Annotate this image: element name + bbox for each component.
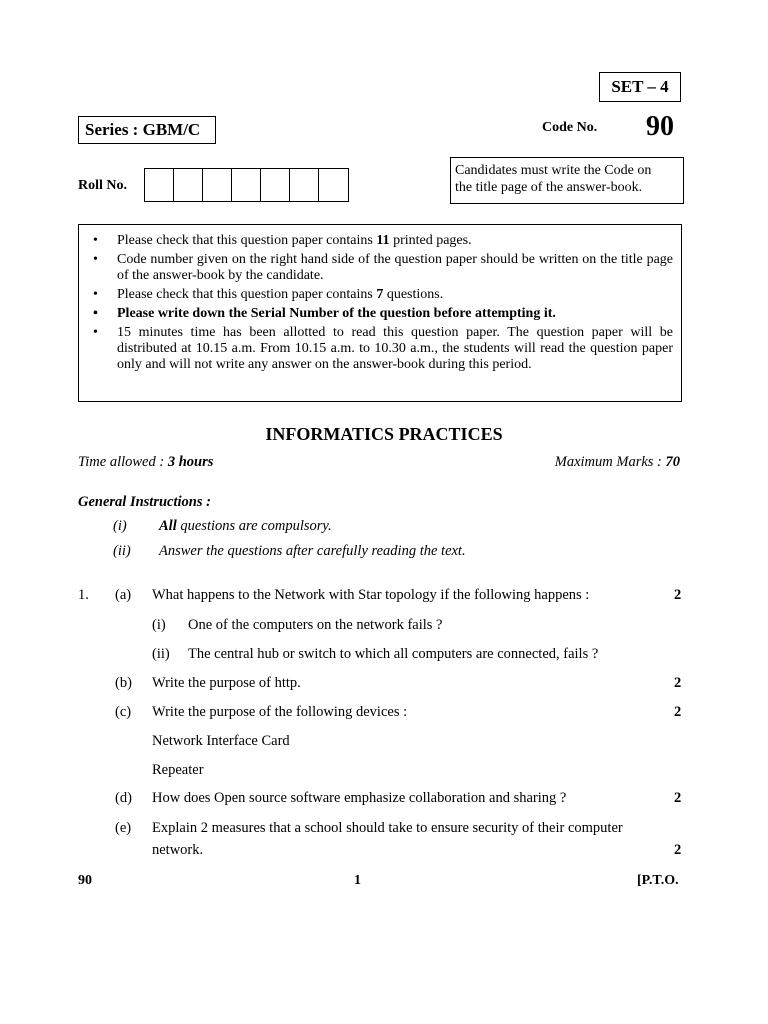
instruction-item [89, 287, 673, 303]
instruction-text: questions. [383, 287, 444, 302]
marks-value: 2 [674, 675, 682, 691]
subquestion-text: How does Open source software emphasize collaboration and sharing ? [152, 790, 567, 806]
marks-value: 2 [674, 587, 682, 603]
roll-number-grid [144, 168, 349, 202]
device-item: Network Interface Card [152, 733, 290, 749]
instruction-bold: 7 [376, 287, 384, 302]
subquestion-text: Write the purpose of http. [152, 675, 301, 691]
subquestion-text: network. [152, 842, 204, 858]
time-allowed [78, 454, 213, 471]
candidate-code-note [450, 157, 684, 204]
subquestion-label: (b) [115, 675, 132, 691]
footer-page-number: 1 [354, 873, 361, 888]
instruction-item: • Code number given on the right hand side of the question paper should be written on the title page of the answer-book by the candidate. [89, 252, 673, 284]
footer-code: 90 [78, 873, 92, 888]
roll-number-cell [232, 169, 261, 201]
roll-number-cell [290, 169, 319, 201]
paper-title: INFORMATICS PRACTICES [265, 424, 503, 444]
instruction-text: Please check that this question paper contains [117, 287, 377, 302]
instruction-text: printed pages. [389, 233, 472, 248]
marks-value: 2 [674, 704, 682, 720]
subquestion-label: (c) [115, 704, 132, 720]
code-value: 90 [646, 111, 674, 142]
roll-number-label: Roll No. [78, 178, 127, 193]
instructions-box [78, 224, 682, 402]
question-number: 1. [78, 587, 89, 603]
general-instruction-number: (i) [113, 518, 127, 534]
instruction-text: Please check that this question paper contains [117, 233, 377, 248]
general-instruction-text: Answer the questions after carefully reading the text. [159, 543, 466, 559]
general-instruction-text [159, 518, 332, 535]
instruction-bold: 11 [376, 233, 390, 248]
instruction-item [89, 233, 673, 249]
marks-value: 2 [674, 842, 682, 858]
instruction-item: • 15 minutes time has been allotted to read this question paper. The question paper will be distributed at 10.15 a.m. From 10.15 a.m. to 10.30 a.m., the students will read the question paper only and will not write any answer on the answer-book during this period. [89, 325, 673, 373]
general-instruction-bold: All [159, 518, 177, 534]
subpart-text: The central hub or switch to which all computers are connected, fails ? [188, 646, 599, 662]
candidate-note-line: Candidates must write the Code on [455, 163, 652, 178]
marks-label: Maximum Marks : [554, 454, 666, 470]
series-box: Series : GBM/C [78, 116, 216, 144]
subpart-text: One of the computers on the network fails ? [188, 617, 443, 633]
general-instruction-body: questions are compulsory. [176, 518, 332, 534]
code-label: Code No. [542, 120, 598, 135]
roll-number-cell [174, 169, 203, 201]
subquestion-label: (d) [115, 790, 132, 806]
roll-number-cell [261, 169, 290, 201]
instruction-item: • Please write down the Serial Number of the question before attempting it. [89, 306, 673, 322]
subquestion-text: Explain 2 measures that a school should take to ensure security of their computer [152, 820, 623, 836]
subquestion-text: Write the purpose of the following devices : [152, 704, 408, 720]
time-value: 3 hours [167, 454, 214, 470]
candidate-note-line: the title page of the answer-book. [455, 180, 643, 195]
device-item: Repeater [152, 762, 204, 778]
general-instruction-number: (ii) [113, 543, 131, 559]
roll-number-cell [203, 169, 232, 201]
subpart-label: (ii) [152, 646, 170, 662]
set-number-box: SET – 4 [599, 72, 681, 102]
marks-value: 2 [674, 790, 682, 806]
maximum-marks [555, 454, 680, 471]
subquestion-text: What happens to the Network with Star topology if the following happens : [152, 587, 590, 603]
general-instructions-title: General Instructions : [78, 494, 211, 510]
subquestion-label: (e) [115, 820, 132, 836]
roll-number-cell [145, 169, 174, 201]
subpart-label: (i) [152, 617, 166, 633]
footer-pto: [P.T.O. [637, 873, 679, 888]
time-label: Time allowed : [78, 454, 168, 470]
subquestion-label: (a) [115, 587, 132, 603]
marks-value: 70 [665, 454, 680, 470]
roll-number-cell [319, 169, 348, 201]
